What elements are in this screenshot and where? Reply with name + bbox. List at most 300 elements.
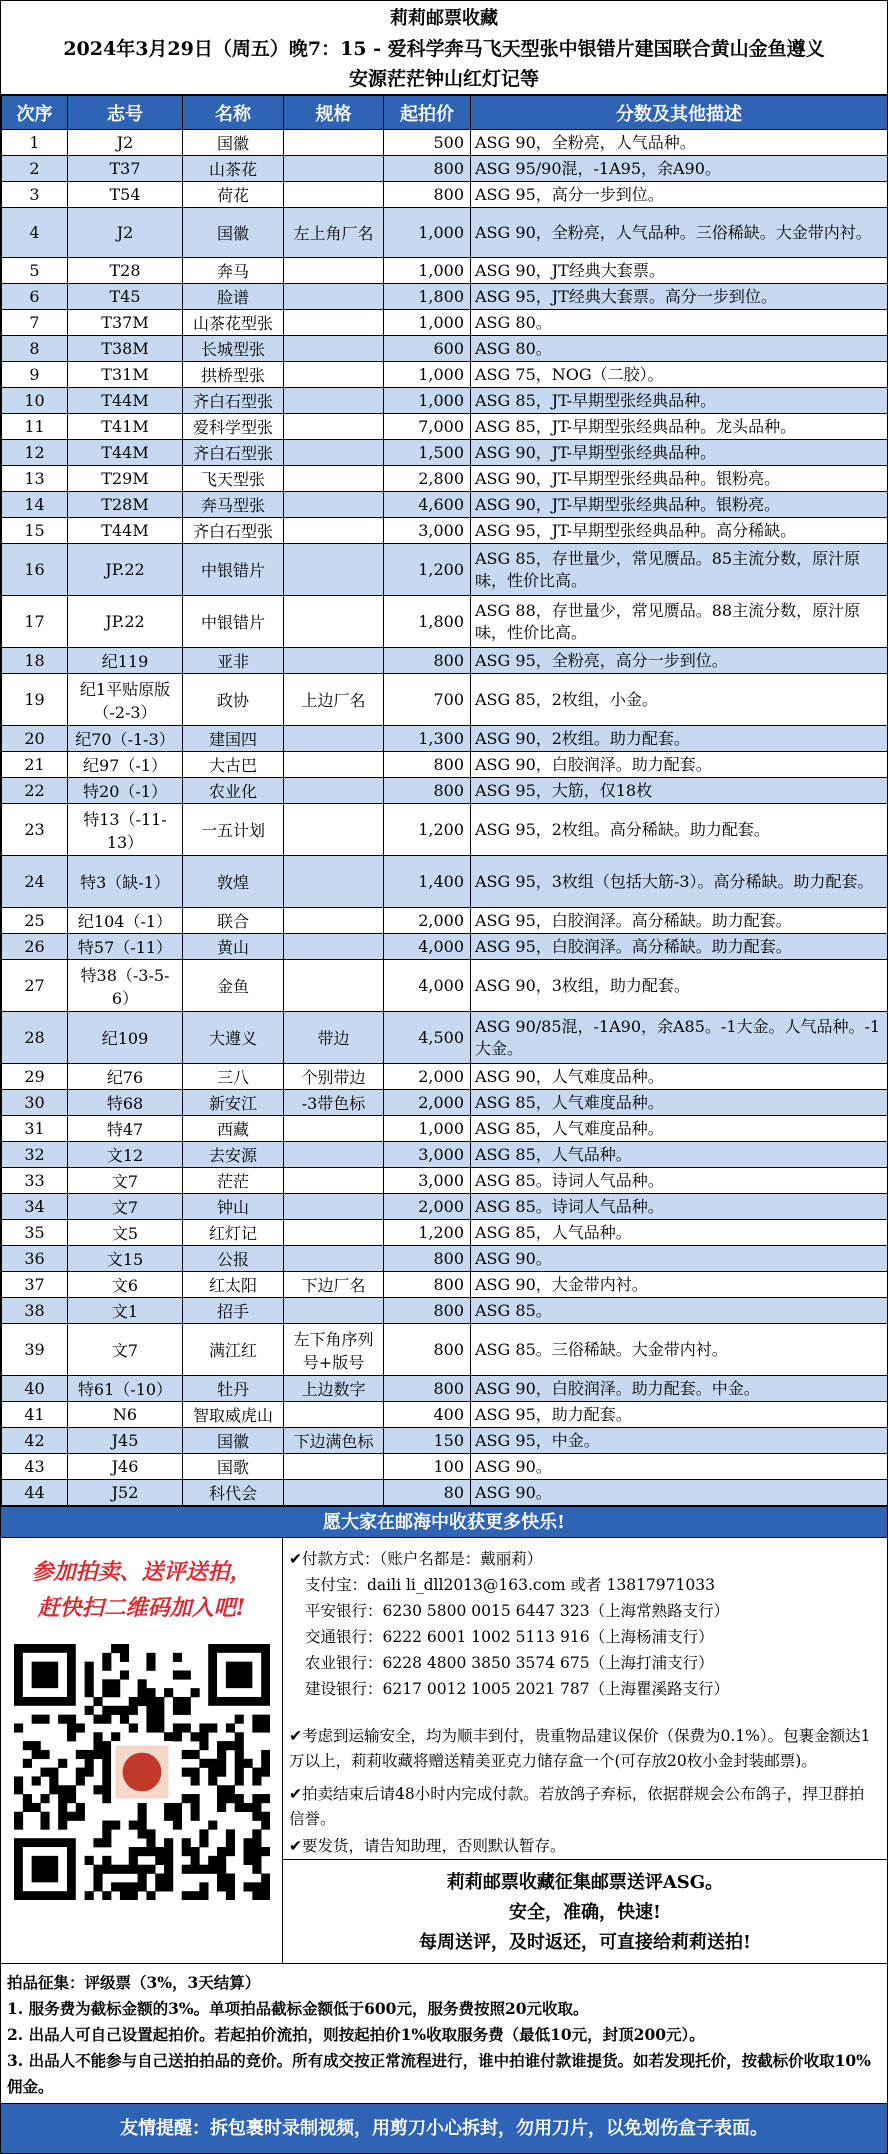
- cell-name: 奔马: [183, 258, 284, 284]
- cell-name: 建国四: [183, 726, 284, 752]
- title-block: [1, 1, 887, 95]
- cell-spec: [284, 726, 384, 752]
- cell-price: 1,000: [384, 362, 471, 388]
- cell-price: 700: [384, 674, 471, 726]
- cell-name: 新安江: [183, 1090, 284, 1116]
- cell-price: 800: [384, 1246, 471, 1272]
- table-row: [2, 258, 888, 284]
- cell-code: N6: [68, 1402, 183, 1428]
- table-row: [2, 674, 888, 726]
- table-row: [2, 492, 888, 518]
- cell-spec: -3带色标: [284, 1090, 384, 1116]
- cell-price: 1,500: [384, 440, 471, 466]
- cell-description: ASG 90，JT-早期型张经典品种。银粉亮。: [471, 466, 888, 492]
- cell-price: 800: [384, 648, 471, 674]
- table-row: [2, 440, 888, 466]
- cell-number: 35: [2, 1220, 68, 1246]
- cell-description: ASG 90，白胶润泽。助力配套。: [471, 752, 888, 778]
- cell-spec: [284, 856, 384, 908]
- cell-spec: [284, 182, 384, 208]
- cell-spec: [284, 596, 384, 648]
- cell-description: ASG 85，2枚组，小金。: [471, 674, 888, 726]
- header-spec: 规格: [284, 96, 384, 130]
- cell-description: ASG 85，JT-早期型张经典品种。龙头品种。: [471, 414, 888, 440]
- cell-code: 特20（-1）: [68, 778, 183, 804]
- cell-description: ASG 90，JT-早期型张经典品种。银粉亮。: [471, 492, 888, 518]
- table-row: [2, 310, 888, 336]
- table-row: [2, 1064, 888, 1090]
- cell-name: 红太阳: [183, 1272, 284, 1298]
- cell-number: 6: [2, 284, 68, 310]
- cell-name: 联合: [183, 908, 284, 934]
- header-name: 名称: [183, 96, 284, 130]
- cell-price: 2,000: [384, 1194, 471, 1220]
- cell-description: ASG 85，人气品种。: [471, 1142, 888, 1168]
- cell-description: ASG 90。: [471, 1246, 888, 1272]
- table-row: [2, 518, 888, 544]
- cell-spec: [284, 310, 384, 336]
- cell-price: 400: [384, 1402, 471, 1428]
- cell-name: 山茶花: [183, 156, 284, 182]
- cell-name: 金鱼: [183, 960, 284, 1012]
- cell-code: 文15: [68, 1246, 183, 1272]
- cell-number: 9: [2, 362, 68, 388]
- lot-table: [1, 95, 888, 1506]
- cell-name: 西藏: [183, 1116, 284, 1142]
- cell-description: ASG 95，高分一步到位。: [471, 182, 888, 208]
- bank-ping-an: 平安银行：6230 5800 0015 6447 323（上海常熟路支行）: [305, 1602, 730, 1620]
- cell-description: ASG 95，白胶润泽。高分稀缺。助力配套。: [471, 908, 888, 934]
- cell-spec: [284, 130, 384, 156]
- cell-spec: 上边数字: [284, 1376, 384, 1402]
- cell-spec: [284, 544, 384, 596]
- cell-price: 150: [384, 1428, 471, 1454]
- cell-description: ASG 85。诗词人气品种。: [471, 1168, 888, 1194]
- cell-name: 国徽: [183, 1428, 284, 1454]
- cell-description: ASG 95，3枚组（包括大筋-3）。高分稀缺。助力配套。: [471, 856, 888, 908]
- table-row: [2, 466, 888, 492]
- cell-price: 1,300: [384, 726, 471, 752]
- cell-description: ASG 90，全粉亮，人气品种。三俗稀缺。大金带内衬。: [471, 208, 888, 258]
- cell-number: 12: [2, 440, 68, 466]
- cell-price: 4,600: [384, 492, 471, 518]
- cell-code: T37M: [68, 310, 183, 336]
- cell-name: 爱科学型张: [183, 414, 284, 440]
- cell-code: J46: [68, 1454, 183, 1480]
- cell-spec: [284, 156, 384, 182]
- table-row: [2, 1480, 888, 1506]
- cell-number: 4: [2, 208, 68, 258]
- cell-number: 31: [2, 1116, 68, 1142]
- invite-line-1: 参加拍卖、送评送拍，: [31, 1559, 252, 1585]
- cell-description: ASG 95，白胶润泽。高分稀缺。助力配套。: [471, 934, 888, 960]
- info-section: [1, 1538, 887, 1964]
- table-row: [2, 648, 888, 674]
- cell-spec: [284, 492, 384, 518]
- cell-description: ASG 90，全粉亮，人气品种。: [471, 130, 888, 156]
- cell-price: 800: [384, 1298, 471, 1324]
- cell-code: 文1: [68, 1298, 183, 1324]
- table-row: [2, 1376, 888, 1402]
- cell-spec: [284, 388, 384, 414]
- cell-price: 4,000: [384, 960, 471, 1012]
- cell-number: 20: [2, 726, 68, 752]
- cell-price: 1,000: [384, 1116, 471, 1142]
- cell-name: 钟山: [183, 1194, 284, 1220]
- cell-description: ASG 95，中金。: [471, 1428, 888, 1454]
- cell-name: 中银错片: [183, 544, 284, 596]
- cell-description: ASG 95，JT-早期型张经典品种。高分稀缺。: [471, 518, 888, 544]
- cell-name: 牡丹: [183, 1376, 284, 1402]
- table-row: [2, 1324, 888, 1376]
- cell-name: 长城型张: [183, 336, 284, 362]
- cell-price: 2,000: [384, 908, 471, 934]
- header-number: 次序: [2, 96, 68, 130]
- cell-name: 拱桥型张: [183, 362, 284, 388]
- cell-name: 国歌: [183, 1454, 284, 1480]
- cell-description: ASG 80。: [471, 336, 888, 362]
- cell-spec: [284, 1194, 384, 1220]
- cell-name: 黄山: [183, 934, 284, 960]
- table-row: [2, 1246, 888, 1272]
- cell-code: T44M: [68, 518, 183, 544]
- cell-code: 文6: [68, 1272, 183, 1298]
- rule-item: 2. 出品人可自己设置起拍价。若起拍价流拍，则按起拍价1%收取服务费（最低10元，封顶200元）。: [7, 2025, 705, 2044]
- cell-spec: [284, 960, 384, 1012]
- table-row: [2, 1090, 888, 1116]
- cell-number: 41: [2, 1402, 68, 1428]
- cell-spec: 个别带边: [284, 1064, 384, 1090]
- cell-name: 三八: [183, 1064, 284, 1090]
- header-price: 起拍价: [384, 96, 471, 130]
- cell-number: 33: [2, 1168, 68, 1194]
- cell-code: 纪70（-1-3）: [68, 726, 183, 752]
- cell-price: 1,200: [384, 1220, 471, 1246]
- table-row: [2, 1116, 888, 1142]
- cell-number: 28: [2, 1012, 68, 1064]
- cell-spec: [284, 336, 384, 362]
- cell-price: 1,200: [384, 804, 471, 856]
- cell-name: 脸谱: [183, 284, 284, 310]
- cell-number: 13: [2, 466, 68, 492]
- cell-spec: [284, 466, 384, 492]
- cell-name: 中银错片: [183, 596, 284, 648]
- cell-code: 特57（-11）: [68, 934, 183, 960]
- payment-heading: ✔付款方式：（账户名都是：戴丽莉）: [289, 1550, 543, 1568]
- cell-number: 18: [2, 648, 68, 674]
- cell-code: T45: [68, 284, 183, 310]
- table-row: [2, 362, 888, 388]
- rule-item: 3. 出品人不能参与自己送拍拍品的竞价。所有成交按正常流程进行，谁中拍谁付款谁提货。如若发现托价，按截标价收取10%佣金。: [7, 2051, 871, 2096]
- table-row: [2, 596, 888, 648]
- cell-price: 1,000: [384, 388, 471, 414]
- cell-number: 10: [2, 388, 68, 414]
- cell-number: 5: [2, 258, 68, 284]
- qr-code-icon[interactable]: [14, 1644, 270, 1900]
- cell-name: 亚非: [183, 648, 284, 674]
- cell-number: 8: [2, 336, 68, 362]
- cell-name: 红灯记: [183, 1220, 284, 1246]
- cell-price: 2,800: [384, 466, 471, 492]
- cell-number: 2: [2, 156, 68, 182]
- cell-code: 文7: [68, 1194, 183, 1220]
- table-row: [2, 414, 888, 440]
- cell-number: 32: [2, 1142, 68, 1168]
- table-row: [2, 1428, 888, 1454]
- cell-code: T31M: [68, 362, 183, 388]
- cell-spec: [284, 752, 384, 778]
- cell-price: 1,000: [384, 310, 471, 336]
- table-row: [2, 934, 888, 960]
- cell-description: ASG 90。: [471, 1480, 888, 1506]
- cell-code: 特3（缺-1）: [68, 856, 183, 908]
- cell-description: ASG 85，人气品种。: [471, 1220, 888, 1246]
- cell-number: 34: [2, 1194, 68, 1220]
- cell-spec: 下边满色标: [284, 1428, 384, 1454]
- cell-price: 4,500: [384, 1012, 471, 1064]
- cell-spec: [284, 1220, 384, 1246]
- cell-name: 满江红: [183, 1324, 284, 1376]
- cell-price: 800: [384, 1272, 471, 1298]
- cell-spec: 带边: [284, 1012, 384, 1064]
- cell-price: 800: [384, 1324, 471, 1376]
- cell-price: 80: [384, 1480, 471, 1506]
- cell-name: 齐白石型张: [183, 388, 284, 414]
- cell-description: ASG 75，NOG（二胶）。: [471, 362, 888, 388]
- cell-spec: [284, 1246, 384, 1272]
- cell-spec: [284, 1480, 384, 1506]
- slogan-line-3: 每周送评，及时返还，可直接给莉莉送拍!: [419, 1932, 751, 1953]
- cell-number: 36: [2, 1246, 68, 1272]
- cell-price: 2,000: [384, 1090, 471, 1116]
- rules-heading: 拍品征集：评级票（3%，3天结算）: [7, 1973, 261, 1992]
- cell-price: 800: [384, 156, 471, 182]
- cell-code: T54: [68, 182, 183, 208]
- table-row: [2, 1272, 888, 1298]
- cell-price: 600: [384, 336, 471, 362]
- cell-code: J2: [68, 130, 183, 156]
- cell-price: 800: [384, 1376, 471, 1402]
- cell-price: 1,800: [384, 284, 471, 310]
- cell-spec: [284, 648, 384, 674]
- cell-code: JP.22: [68, 544, 183, 596]
- alipay-account: 支付宝：daili li_dll2013@163.com 或者 13817971033: [305, 1576, 715, 1594]
- slogan-line-2: 安全，准确，快速!: [509, 1902, 661, 1923]
- cell-code: T28M: [68, 492, 183, 518]
- cell-price: 100: [384, 1454, 471, 1480]
- cell-description: ASG 90，大金带内衬。: [471, 1272, 888, 1298]
- cell-price: 800: [384, 752, 471, 778]
- cell-number: 3: [2, 182, 68, 208]
- cell-description: ASG 95，大筋，仅18枚: [471, 778, 888, 804]
- rule-item: 1. 服务费为截标金额的3%。单项拍品截标金额低于600元，服务费按照20元收取。: [7, 1999, 589, 2018]
- cell-number: 14: [2, 492, 68, 518]
- cell-spec: 上边厂名: [284, 674, 384, 726]
- cell-code: 纪104（-1）: [68, 908, 183, 934]
- cell-name: 齐白石型张: [183, 518, 284, 544]
- cell-spec: 左上角厂名: [284, 208, 384, 258]
- cell-description: ASG 90，人气难度品种。: [471, 1064, 888, 1090]
- cell-description: ASG 95，2枚组。高分稀缺。助力配套。: [471, 804, 888, 856]
- cell-price: 1,200: [384, 544, 471, 596]
- table-row: [2, 1298, 888, 1324]
- cell-description: ASG 90，白胶润泽。助力配套。中金。: [471, 1376, 888, 1402]
- cell-price: 3,000: [384, 1168, 471, 1194]
- table-row: [2, 208, 888, 258]
- cell-code: 特47: [68, 1116, 183, 1142]
- table-row: [2, 544, 888, 596]
- cell-price: 3,000: [384, 518, 471, 544]
- cell-number: 30: [2, 1090, 68, 1116]
- cell-code: T44M: [68, 440, 183, 466]
- cell-description: ASG 95/90混，-1A95，余A90。: [471, 156, 888, 182]
- cell-spec: [284, 1116, 384, 1142]
- table-row: [2, 804, 888, 856]
- table-row: [2, 908, 888, 934]
- cell-code: T28: [68, 258, 183, 284]
- footer-reminder: 友情提醒：拆包裹时录制视频，用剪刀小心拆封，勿用刀片，以免划伤盒子表面。: [1, 2103, 887, 2153]
- table-row: [2, 1012, 888, 1064]
- cell-name: 齐白石型张: [183, 440, 284, 466]
- cell-spec: [284, 362, 384, 388]
- cell-number: 19: [2, 674, 68, 726]
- cell-code: T37: [68, 156, 183, 182]
- table-header-row: [2, 96, 888, 130]
- cell-name: 荷花: [183, 182, 284, 208]
- cell-name: 公报: [183, 1246, 284, 1272]
- cell-code: 特38（-3-5-6）: [68, 960, 183, 1012]
- cell-spec: [284, 414, 384, 440]
- cell-description: ASG 95，全粉亮，高分一步到位。: [471, 648, 888, 674]
- cell-code: 文12: [68, 1142, 183, 1168]
- contact-note: ✔要发货，请告知助理，否则默认暂存。: [289, 1837, 566, 1855]
- cell-code: 特68: [68, 1090, 183, 1116]
- bank-communications: 交通银行：6222 6001 1002 5113 916（上海杨浦支行）: [305, 1628, 714, 1646]
- cell-name: 去安源: [183, 1142, 284, 1168]
- cell-number: 11: [2, 414, 68, 440]
- cell-code: 纪109: [68, 1012, 183, 1064]
- cell-description: ASG 90，JT-早期型张经典品种。: [471, 440, 888, 466]
- cell-spec: [284, 778, 384, 804]
- cell-name: 飞天型张: [183, 466, 284, 492]
- cell-name: 一五计划: [183, 804, 284, 856]
- cell-code: T41M: [68, 414, 183, 440]
- cell-code: J2: [68, 208, 183, 258]
- title-line-2: 2024年3月29日（周五）晚7：15 - 爱科学奔马飞天型张中银错片建国联合黄山金鱼遵义: [63, 38, 825, 60]
- cell-spec: [284, 258, 384, 284]
- deadline-note: ✔拍卖结束后请48小时内完成付款。若放鸽子弃标，依据群规会公布鸽子，捍卫群拍信誉。: [289, 1785, 865, 1828]
- cell-description: ASG 85，人气难度品种。: [471, 1116, 888, 1142]
- cell-code: 纪97（-1）: [68, 752, 183, 778]
- payment-info: [283, 1538, 887, 1859]
- cell-spec: [284, 1168, 384, 1194]
- cell-code: 纪119: [68, 648, 183, 674]
- cell-price: 800: [384, 182, 471, 208]
- title-line-3: 安源茫茫钟山红灯记等: [348, 68, 539, 90]
- cell-number: 17: [2, 596, 68, 648]
- cell-description: ASG 95，JT经典大套票。高分一步到位。: [471, 284, 888, 310]
- cell-number: 44: [2, 1480, 68, 1506]
- cell-description: ASG 80。: [471, 310, 888, 336]
- cell-name: 政协: [183, 674, 284, 726]
- cell-name: 农业化: [183, 778, 284, 804]
- lot-table-body: [2, 130, 888, 1506]
- cell-code: 文7: [68, 1324, 183, 1376]
- cell-number: 24: [2, 856, 68, 908]
- cell-spec: [284, 1142, 384, 1168]
- cell-description: ASG 90。: [471, 1454, 888, 1480]
- table-row: [2, 1168, 888, 1194]
- cell-number: 21: [2, 752, 68, 778]
- cell-spec: [284, 518, 384, 544]
- table-row: [2, 336, 888, 362]
- title-line-1: 莉莉邮票收藏: [390, 8, 498, 29]
- cell-price: 800: [384, 778, 471, 804]
- cell-spec: [284, 1402, 384, 1428]
- header-description: 分数及其他描述: [471, 96, 888, 130]
- cell-price: 2,000: [384, 1064, 471, 1090]
- cell-number: 23: [2, 804, 68, 856]
- cell-code: 纪76: [68, 1064, 183, 1090]
- cell-description: ASG 85，存世量少，常见赝品。85主流分数，原汁原味，性价比高。: [471, 544, 888, 596]
- details-column: [283, 1538, 887, 1963]
- cell-code: T29M: [68, 466, 183, 492]
- shipping-note: ✔考虑到运输安全，均为顺丰到付，贵重物品建议保价（保费为0.1%）。包裹金额达1万以上，莉莉收藏将赠送精美亚克力储存盒一个(可存放20枚小金封装邮票)。: [289, 1727, 871, 1770]
- table-row: [2, 1454, 888, 1480]
- cell-name: 智取威虎山: [183, 1402, 284, 1428]
- cell-code: J45: [68, 1428, 183, 1454]
- cell-number: 29: [2, 1064, 68, 1090]
- cell-description: ASG 90，JT经典大套票。: [471, 258, 888, 284]
- cell-number: 37: [2, 1272, 68, 1298]
- cell-number: 42: [2, 1428, 68, 1454]
- cell-name: 敦煌: [183, 856, 284, 908]
- cell-description: ASG 85，JT-早期型张经典品种。: [471, 388, 888, 414]
- cell-spec: 左下角序列号+版号: [284, 1324, 384, 1376]
- cell-description: ASG 88，存世量少，常见赝品。88主流分数，原汁原味，性价比高。: [471, 596, 888, 648]
- cell-price: 500: [384, 130, 471, 156]
- cell-description: ASG 85，人气难度品种。: [471, 1090, 888, 1116]
- cell-spec: [284, 804, 384, 856]
- qr-column: [1, 1538, 283, 1963]
- cell-name: 奔马型张: [183, 492, 284, 518]
- cell-description: ASG 95，助力配套。: [471, 1402, 888, 1428]
- cell-spec: [284, 284, 384, 310]
- cell-spec: [284, 1298, 384, 1324]
- table-row: [2, 182, 888, 208]
- cell-name: 科代会: [183, 1480, 284, 1506]
- cell-number: 15: [2, 518, 68, 544]
- cell-number: 39: [2, 1324, 68, 1376]
- cell-code: T44M: [68, 388, 183, 414]
- cell-code: JP.22: [68, 596, 183, 648]
- table-row: [2, 1220, 888, 1246]
- cell-description: ASG 85。诗词人气品种。: [471, 1194, 888, 1220]
- table-row: [2, 388, 888, 414]
- cell-price: 4,000: [384, 934, 471, 960]
- cell-code: 纪1平贴原版（-2-3）: [68, 674, 183, 726]
- cell-price: 1,000: [384, 258, 471, 284]
- cell-spec: [284, 934, 384, 960]
- table-row: [2, 960, 888, 1012]
- cell-spec: [284, 1454, 384, 1480]
- cell-spec: 下边厂名: [284, 1272, 384, 1298]
- cell-name: 大古巴: [183, 752, 284, 778]
- cell-description: ASG 90，3枚组，助力配套。: [471, 960, 888, 1012]
- table-row: [2, 284, 888, 310]
- cell-number: 27: [2, 960, 68, 1012]
- cell-number: 26: [2, 934, 68, 960]
